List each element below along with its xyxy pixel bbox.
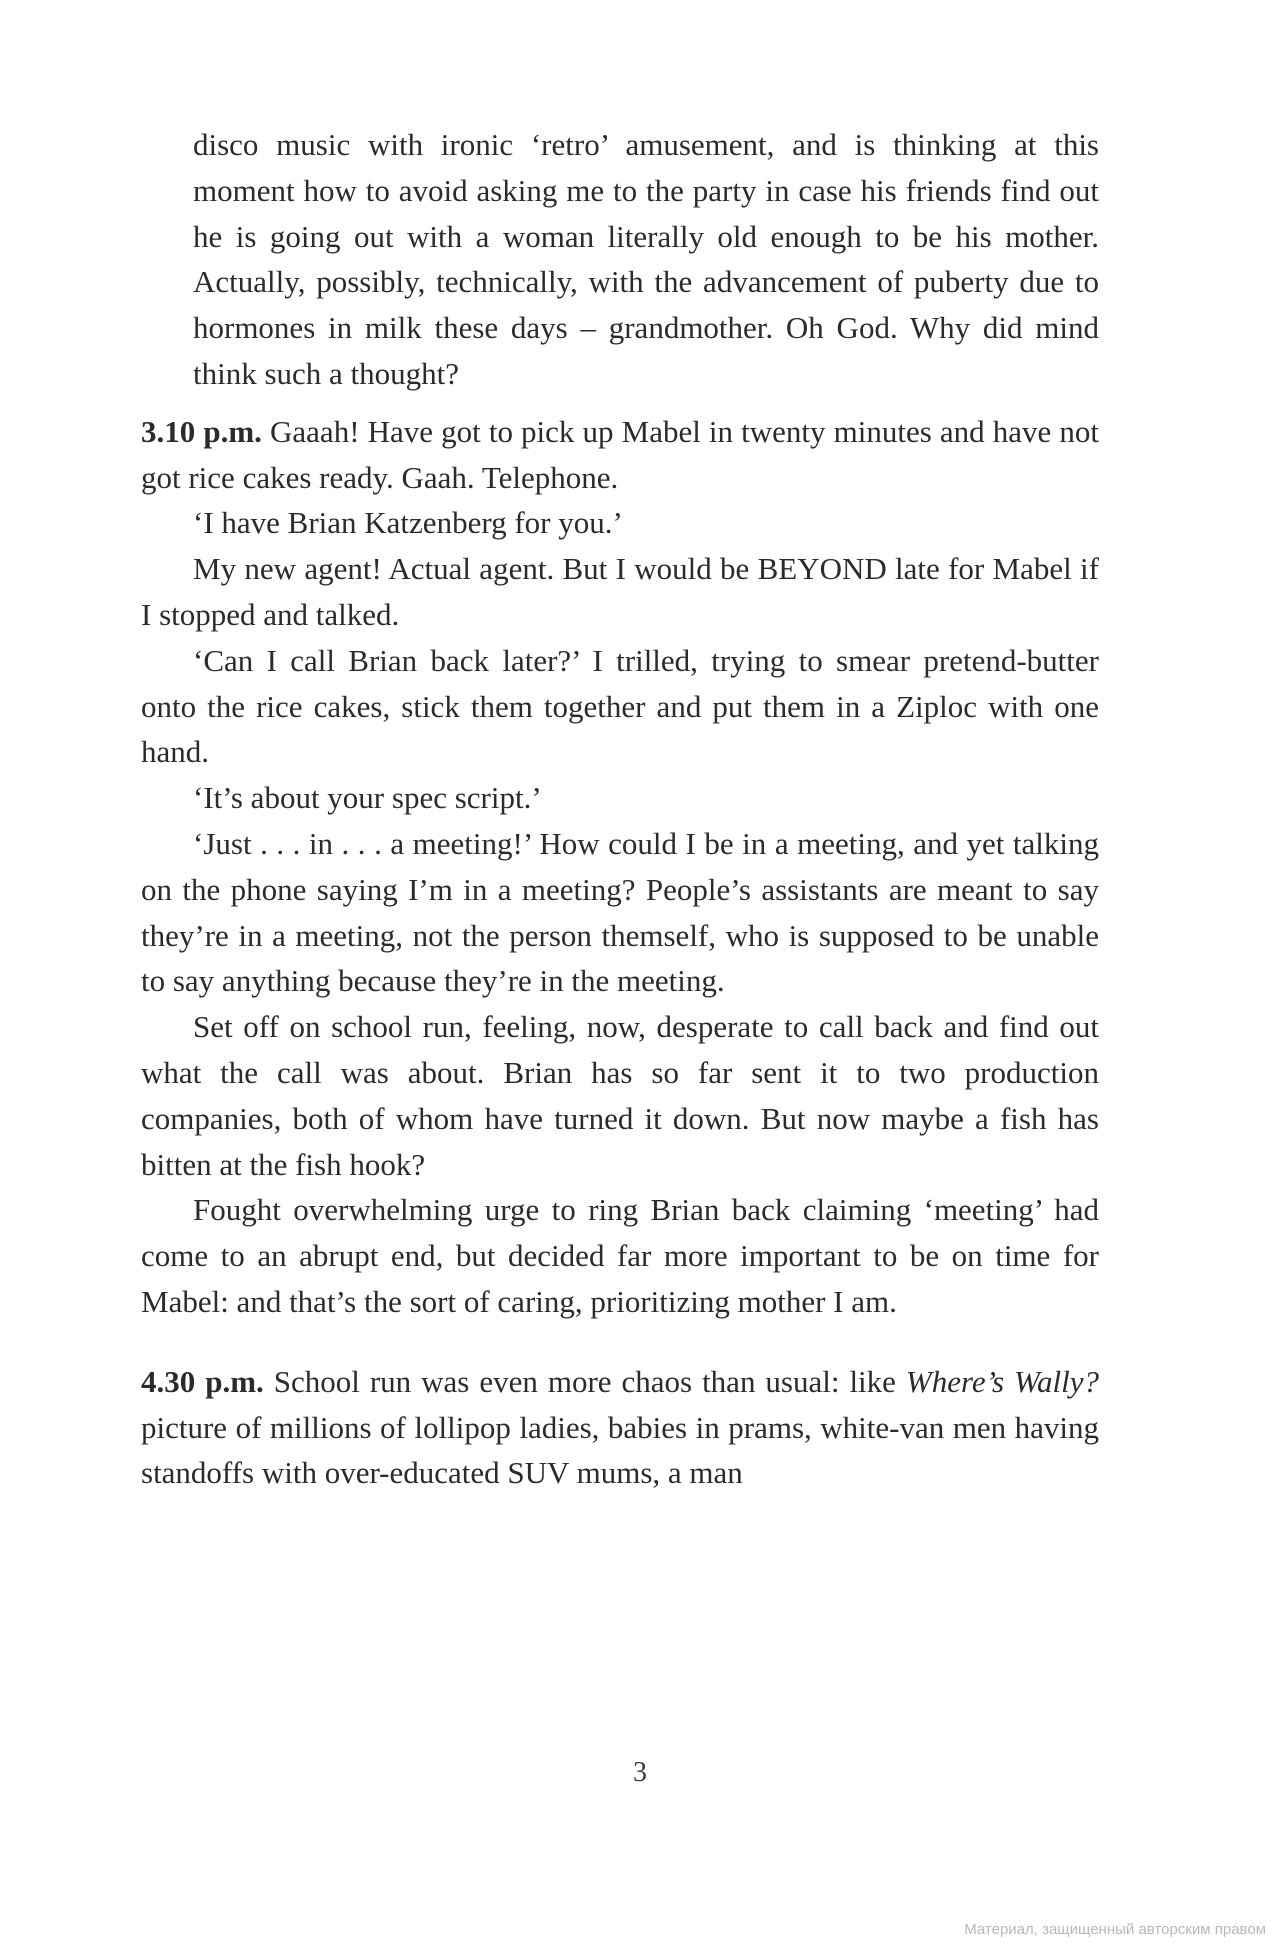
paragraph: ‘Can I call Brian back later?’ I trilled, trying to smear pretend-butter onto the rice cakes, stick them together and put them in a Ziploc with one hand.	[141, 642, 1099, 770]
book-page	[141, 122, 1099, 1496]
entry-time: 4.30 p.m.	[141, 1363, 264, 1399]
entry-text: School run was even more chaos than usual: like	[263, 1363, 906, 1399]
page-number: 3	[633, 1757, 647, 1788]
paragraph: Fought overwhelming urge to ring Brian back claiming ‘meeting’ had come to an abrupt end, but decided far more important to be on time for Mabel: and that’s the sort of caring, prioritizing mother I am.	[141, 1192, 1099, 1319]
paragraph: ‘It’s about your spec script.’	[193, 780, 542, 816]
diary-entry-430	[141, 1359, 1099, 1496]
copyright-watermark: Материал, защищенный авторским правом	[964, 1921, 1266, 1938]
continued-paragraph: disco music with ironic ‘retro’ amusement, and is thinking at this moment how to avoid asking me to the party in case his friends find out he is going out with a woman literally old enough to be his mother. Actually, possibly, technically, with the advancement of puberty due to hormones in milk these days – grandmother. Oh God. Why did mind think such a thought?	[193, 127, 1099, 391]
entry-text: Gaaah! Have got to pick up Mabel in twenty minutes and have not got rice cakes ready. Gaah. Telephone.	[141, 413, 1099, 495]
paragraph: Set off on school run, feeling, now, desperate to call back and find out what the call was about. Brian has so far sent it to two production companies, both of whom have turned it down. But now maybe a fish has bitten at the fish hook?	[141, 1009, 1099, 1182]
diary-entry-310	[141, 409, 1099, 501]
paragraph: ‘I have Brian Katzenberg for you.’	[193, 505, 623, 541]
book-title: Where’s Wally?	[905, 1363, 1099, 1399]
entry-text: picture of millions of lollipop ladies, babies in prams, white-van men having standoffs with over-educated SUV mums, a man	[141, 1409, 1099, 1491]
paragraph: ‘Just . . . in . . . a meeting!’ How could I be in a meeting, and yet talking on the phone saying I’m in a meeting? People’s assistants are meant to say they’re in a meeting, not the person themself, who is supposed to be unable to say anything because they’re in the meeting.	[141, 825, 1099, 999]
paragraph: My new agent! Actual agent. But I would be BEYOND late for Mabel if I stopped and talked.	[141, 551, 1099, 632]
entry-time: 3.10 p.m.	[141, 413, 262, 449]
